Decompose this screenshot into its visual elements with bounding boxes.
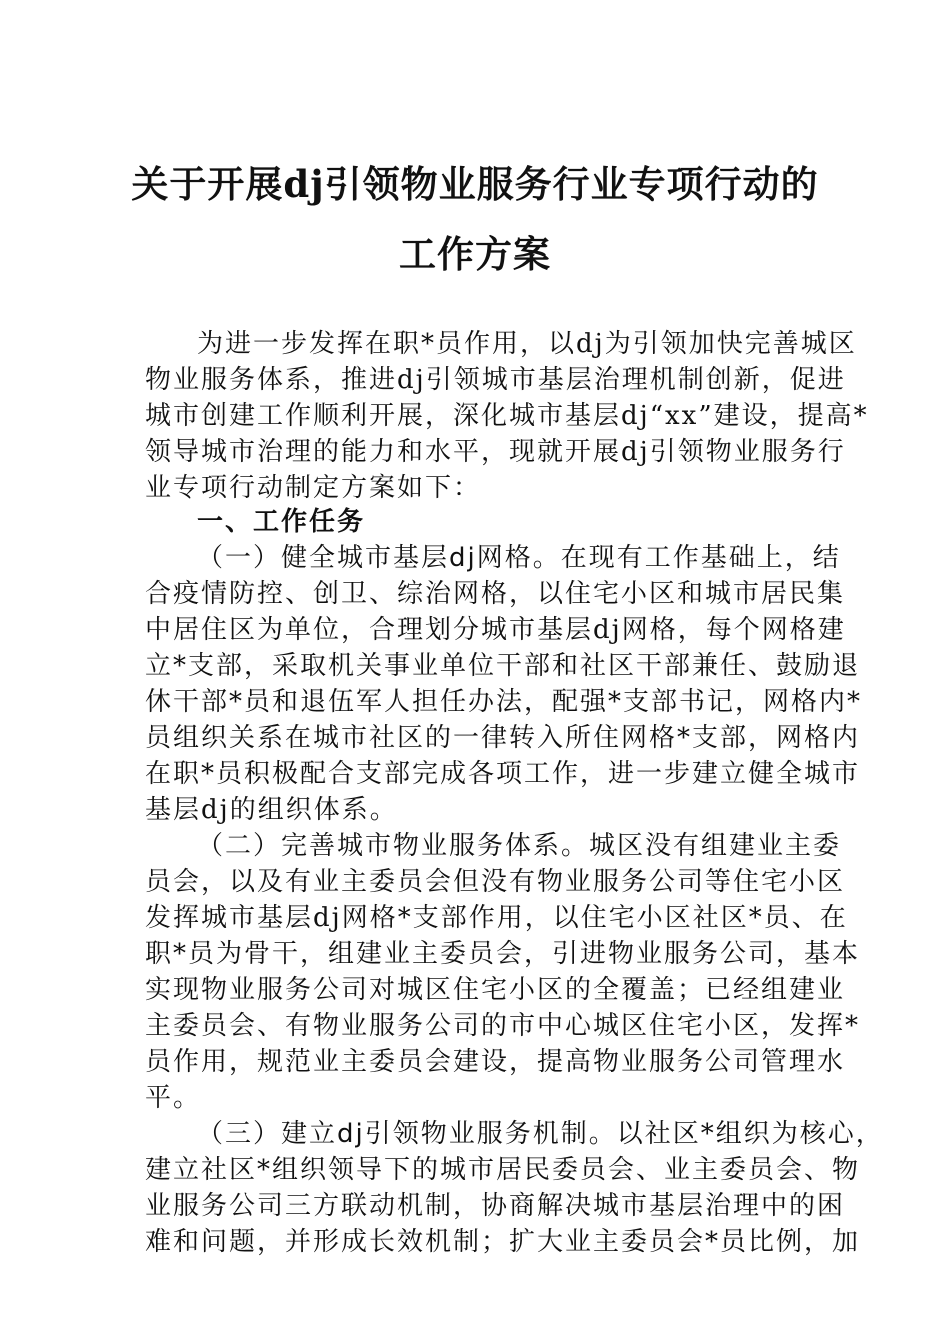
item1-line: 基层dj的组织体系。 <box>145 795 398 825</box>
intro-line-3: 城市创建工作顺利开展，深化城市基层dj“xx”建设，提高* <box>145 401 869 431</box>
item1-line: 员组织关系在城市社区的一律转入所住网格*支部，网格内 <box>145 723 861 753</box>
item3-first-line <box>197 1116 884 1152</box>
item1-line: 合疫情防控、创卫、综治网格，以住宅小区和城市居民集 <box>145 579 846 609</box>
intro-line-2: 物业服务体系，推进dj引领城市基层治理机制创新，促进 <box>145 365 846 395</box>
item3-line: 业服务公司三方联动机制，协商解决城市基层治理中的困 <box>145 1191 846 1221</box>
item2-line: 职*员为骨干，组建业主委员会，引进物业服务公司，基本 <box>145 939 861 969</box>
item2-line: 发挥城市基层dj网格*支部作用，以住宅小区社区*员、在 <box>145 903 848 933</box>
item3-line: 难和问题，并形成长效机制；扩大业主委员会*员比例，加 <box>145 1227 861 1257</box>
item2-line: 实现物业服务公司对城区住宅小区的全覆盖；已经组建业 <box>145 975 846 1005</box>
item3-line: 建立社区*组织领导下的城市居民委员会、业主委员会、物 <box>145 1155 861 1185</box>
item2-line: 平。 <box>145 1083 202 1113</box>
item1-line: 休干部*员和退伍军人担任办法，配强*支部书记，网格内* <box>145 687 863 717</box>
section-heading-tasks: 一、工作任务 <box>197 507 366 537</box>
intro-line-1: 为进一步发挥在职*员作用，以dj为引领加快完善城区 <box>197 329 857 359</box>
intro-line-4: 领导城市治理的能力和水平，现就开展dj引领物业服务行 <box>145 437 846 467</box>
item2-line: 主委员会、有物业服务公司的市中心城区住宅小区，发挥* <box>145 1011 861 1041</box>
item1-line: 在职*员积极配合支部完成各项工作，进一步建立健全城市 <box>145 759 861 789</box>
document-title-line-2: 工作方案 <box>399 232 551 276</box>
item2-first-text: 城区没有组建业主委 <box>589 831 842 861</box>
item2-first-line <box>197 828 842 864</box>
item2-line: 员会，以及有业主委员会但没有物业服务公司等住宅小区 <box>145 867 846 897</box>
item1-first-line <box>197 540 841 576</box>
item1-first-text: 在现有工作基础上，结 <box>560 543 841 573</box>
item1-heading: （一）健全城市基层dj网格。 <box>197 543 561 573</box>
document-title-line-1: 关于开展dj引领物业服务行业专项行动的 <box>131 162 819 206</box>
item1-line: 中居住区为单位，合理划分城市基层dj网格，每个网格建 <box>145 615 846 645</box>
item1-line: 立*支部，采取机关事业单位干部和社区干部兼任、鼓励退 <box>145 651 861 681</box>
item3-first-text: 以社区*组织为核心， <box>616 1119 884 1149</box>
item2-heading: （二）完善城市物业服务体系。 <box>197 831 590 861</box>
item2-line: 员作用，规范业主委员会建设，提高物业服务公司管理水 <box>145 1047 846 1077</box>
item3-heading: （三）建立dj引领物业服务机制。 <box>197 1119 617 1149</box>
intro-line-5: 业专项行动制定方案如下： <box>145 473 482 503</box>
